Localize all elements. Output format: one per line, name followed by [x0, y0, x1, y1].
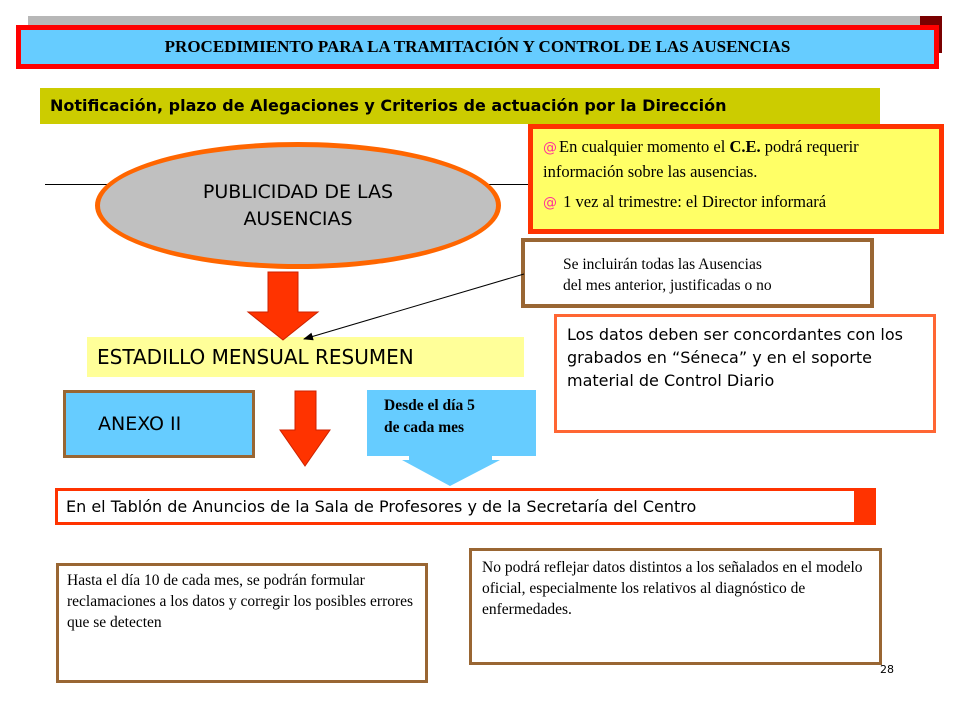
estadillo-box: ESTADILLO MENSUAL RESUMEN	[87, 337, 524, 377]
desde-line1: Desde el día 5	[384, 397, 475, 414]
page-number: 28	[880, 663, 894, 676]
down-arrow-icon	[280, 391, 330, 466]
ce-item-1: @ En cualquier momento el C.E. podrá requerir información sobre las ausencias.	[543, 137, 859, 181]
ellipse-line1: PUBLICIDAD DE LAS	[202, 180, 394, 203]
reclamaciones-box: Hasta el día 10 de cada mes, se podrán formular reclamaciones a los datos y corregir los posibles errores que se detecten	[56, 563, 428, 683]
pointer-arrow	[304, 274, 524, 339]
inclusion-line1: Se incluirán todas las Ausencias	[563, 256, 762, 273]
section-subtitle: Notificación, plazo de Alegaciones y Criterios de actuación por la Dirección	[40, 88, 880, 124]
tablon-box: En el Tablón de Anuncios de la Sala de Profesores y de la Secretaría del Centro	[55, 488, 876, 525]
desde-line2: de cada mes	[384, 419, 465, 436]
datos-note-box: Los datos deben ser concordantes con los grabados en “Séneca” y en el soporte material de Control Diario	[554, 314, 936, 433]
ce-abbrev: C.E.	[729, 137, 761, 156]
inclusion-line2: del mes anterior, justificadas o no	[563, 277, 772, 294]
at-bullet-icon: @	[543, 195, 557, 211]
ce-item-2: @ 1 vez al trimestre: el Director informará	[543, 192, 827, 211]
at-bullet-icon: @	[543, 140, 557, 156]
anexo-box: ANEXO II	[63, 390, 255, 458]
down-arrow-icon	[248, 272, 318, 340]
page-title: PROCEDIMIENTO PARA LA TRAMITACIÓN Y CONTROL DE LAS AUSENCIAS	[16, 25, 939, 69]
blue-down-arrow-icon	[402, 456, 500, 486]
restriccion-box: No podrá reflejar datos distintos a los señalados en el modelo oficial, especialmente los relativos al diagnóstico de enfermedades.	[469, 548, 882, 665]
ellipse-line2: AUSENCIAS	[243, 207, 353, 230]
